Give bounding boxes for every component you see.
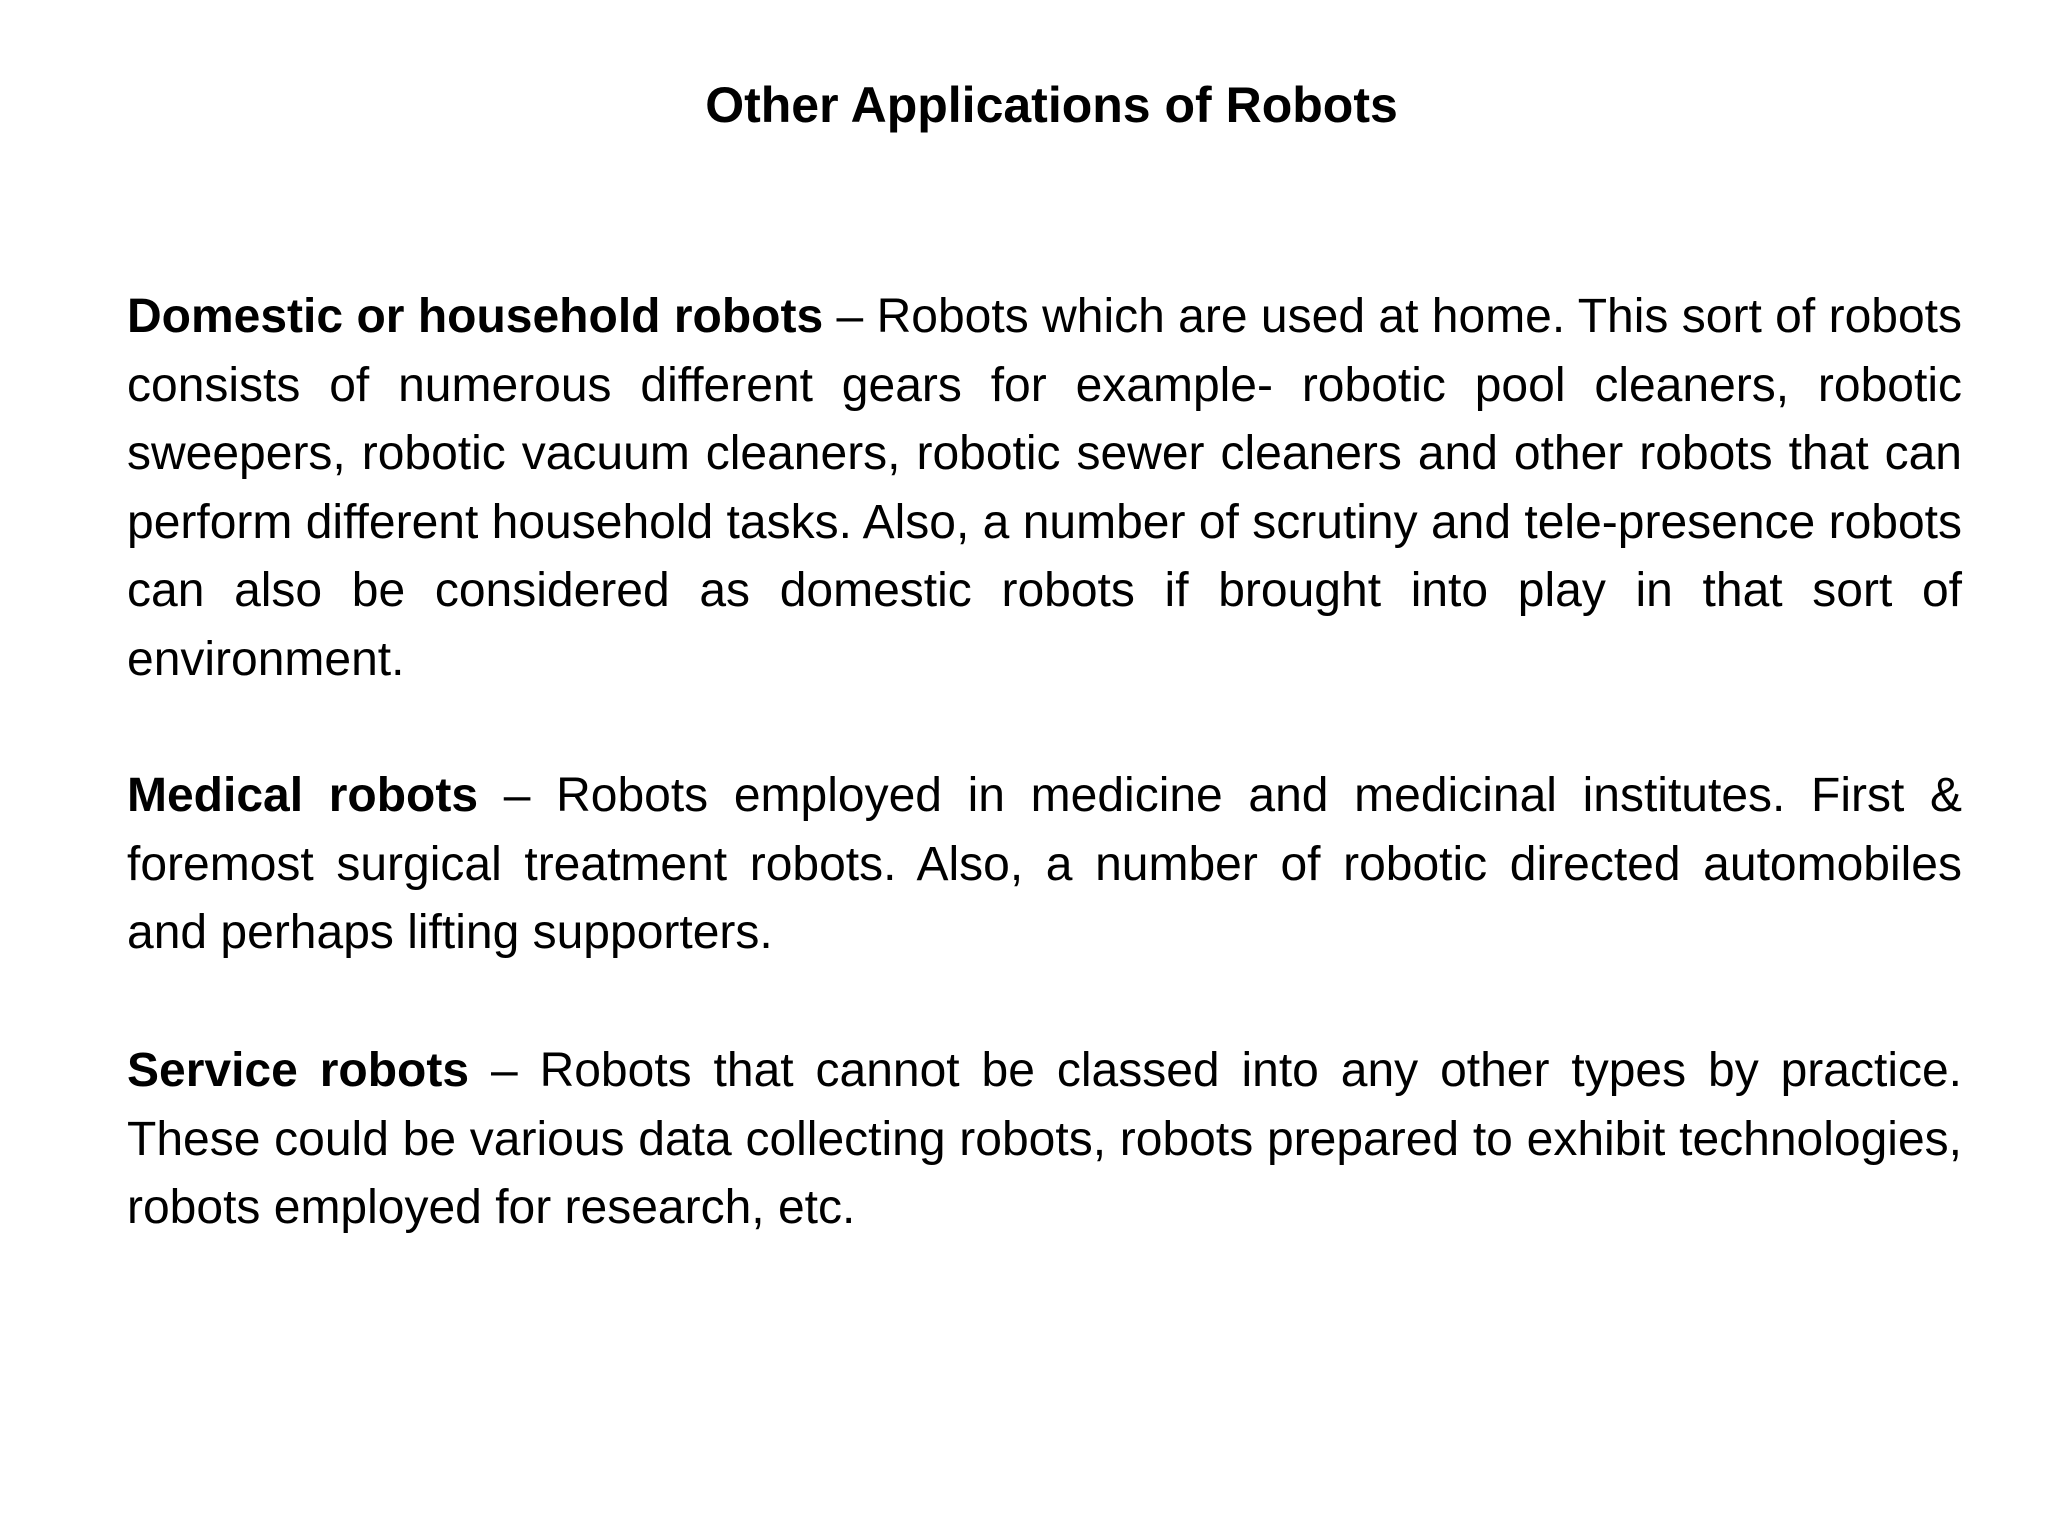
description-service-robots: Robots that cannot be classed into any other types by practice. These could be various data collecting robots, robots prepared to exhibit technologies, robots employed for research, etc. (127, 1044, 1963, 1234)
separator-dash: – (823, 290, 877, 343)
separator-dash: – (478, 769, 557, 822)
term-medical-robots: Medical robots (127, 769, 479, 822)
term-domestic-robots: Domestic or household robots (127, 290, 824, 343)
separator-dash: – (469, 1044, 540, 1097)
term-service-robots: Service robots (127, 1044, 470, 1097)
paragraph-domestic-robots (127, 283, 1962, 694)
page-title: Other Applications of Robots (705, 77, 1398, 133)
paragraph-service-robots (127, 1037, 1962, 1243)
paragraph-medical-robots (127, 762, 1962, 968)
description-domestic-robots: Robots which are used at home. This sort of robots consists of numerous different gears for example- robotic pool cleaners, robotic sweepers, robotic vacuum cleaners, robotic sewer cleaners and other robots that can perform different household tasks. Also, a number of scrutiny and tele-presence robots can also be considered as domestic robots if brought into play in that sort of environment. (127, 290, 1962, 686)
description-medical-robots: Robots employed in medicine and medicinal institutes. First & foremost surgical treatment robots. Also, a number of robotic directed automobiles and perhaps lifting supporters. (127, 769, 1963, 959)
